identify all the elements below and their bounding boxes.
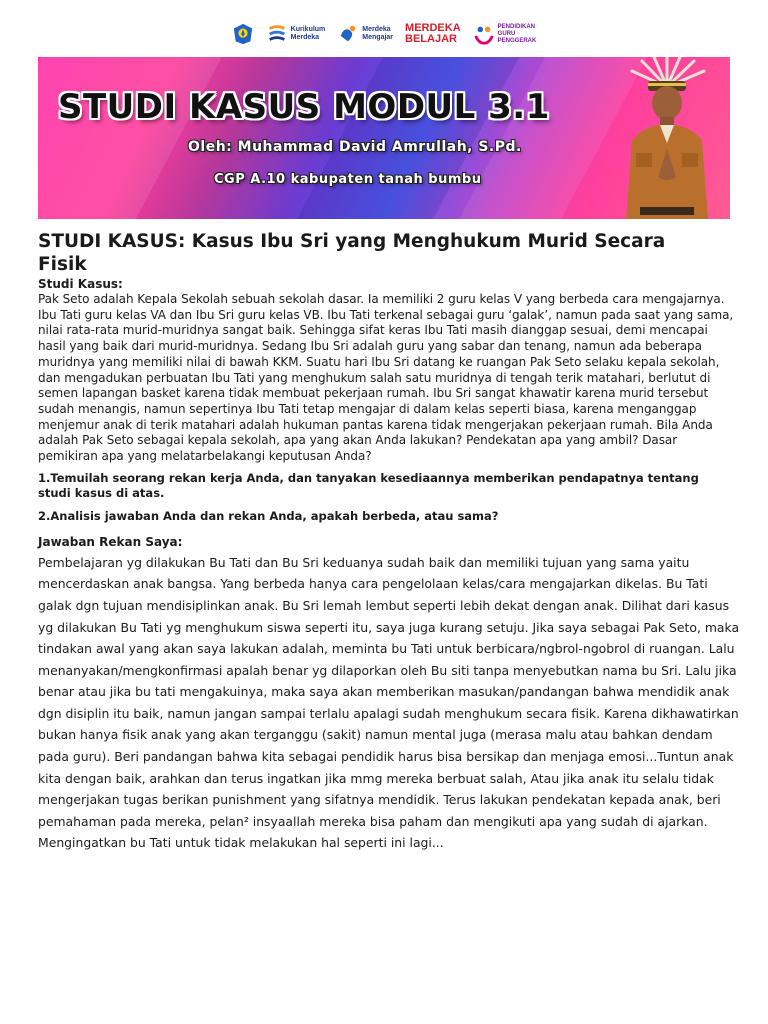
merdeka-belajar-logo bbox=[405, 23, 461, 45]
document-title: STUDI KASUS: Kasus Ibu Sri yang Menghukum Murid Secara Fisik bbox=[38, 231, 666, 275]
answer-paragraph: Pembelajaran yg dilakukan Bu Tati dan Bu Sri keduanya sudah baik dan memiliki tujuan yang sama yaitu mencerdaskan anak bangsa. Yang berbeda hanya cara pengelolaan kelas/cara mengajarkan dikelas. Bu Tati galak dgn tujuan mendisiplinkan anak. Bu Sri lemah lembut seperti lebih dekat dengan anak. Dilihat dari kasus yg dilakukan Bu Tati yg menghukum siswa seperti itu, saya juga kurang setuju. Jika saya sebagai Pak Seto, maka tindakan awal yang akan saya lakukan adalah, meminta bu Tati untuk berbicara/ngbrol-ngobrol di ruangan. Lalu menanyakan/mengkonfirmasi apalah benar yg dilaporkan oleh Bu siti tanpa menyebutkan nama bu Sri. Lalu jika benar atau jika bu tati mengakuinya, maka saya akan memberikan masukan/pandangan bahwa mendidik anak dgn disiplin itu baik, namun jangan sampai terlalu apalagi sudah menghukum secara fisik. Karena dikhawatirkan bukan hanya fisik anak yang akan terganggu (sakit) namun mental juga (merasa malu atau bahkan dendam pada guru). Beri pandangan bahwa kita sebagai pendidik harus bisa bersikap dan menjaga emosi...Tuntun anak kita dengan baik, arahkan dan terus ingatkan jika mmg mereka berbuat salah, Atau jika anak itu selalu tidak mengerjakan tugas berikan punishment yang sifatnya mendidik. Terus lakukan pendekatan kepada anak, beri pemahaman pada mereka, pelan² insyaallah mereka bisa paham dan mengikuti apa yang sudah di ajarkan. Mengingatkan bu Tati untuk tidak melakukan hal seperti ini lagi... bbox=[38, 554, 740, 851]
guru-penggerak-label: PENDIDIKAN GURU PENGGERAK bbox=[497, 23, 537, 44]
author-photo bbox=[612, 57, 722, 219]
guru-penggerak-icon bbox=[473, 22, 495, 46]
tut-wuri-handayani-logo bbox=[232, 22, 254, 46]
merdeka-mengajar-icon bbox=[337, 22, 359, 46]
merdeka-belajar-label: MERDEKA BELAJAR bbox=[405, 22, 461, 45]
banner-cgp-label: CGP A.10 kabupaten tanah bumbu bbox=[214, 172, 482, 187]
kurikulum-merdeka-label: Kurikulum Merdeka bbox=[290, 26, 326, 41]
banner-author: Oleh: Muhammad David Amrullah, S.Pd. bbox=[188, 139, 522, 155]
question-1: 1.Temuilah seorang rekan kerja Anda, dan tanyakan kesediaannya memberikan pendapatnya tentang studi kasus di atas. bbox=[38, 470, 699, 500]
case-paragraph: Pak Seto adalah Kepala Sekolah sebuah sekolah dasar. Ia memiliki 2 guru kelas V yang berbeda cara mengajarnya. Ibu Tati guru kelas VA dan Ibu Sri guru kelas VB. Ibu Tati terkenal sebagai guru ‘galak’, namun pada saat yang sama, nilai rata-rata murid-muridnya sangat baik. Sehingga sifat keras Ibu Tati masih dianggap sesuai, demi mencapai hasil yang baik dari murid-muridnya. Sedang Ibu Sri adalah guru yang sabar dan tenang, namun ada beberapa muridnya yang memiliki nilai di bawah KKM. Suatu hari Ibu Sri datang ke ruangan Pak Seto selaku kepala sekolah, dan mengadukan perbuatan Ibu Tati yang menghukum salah satu muridnya di tengah terik matahari, berlutut di semen lapangan basket karena tidak membuat pekerjaan rumah. Ibu Sri sangat khawatir karena murid tersebut sudah menangis, namun sepertinya Ibu Tati tetap mengajar di dalam kelas seperti biasa, karena menganggap menjemur anak di terik matahari adalah hukuman pantas karena tidak mengerjakan pekerjaan rumah. Bila Anda adalah Pak Seto sebagai kepala sekolah, apa yang akan Anda lakukan? Pendekatan apa yang ambil? Dasar pemikiran apa yang melatarbelakangi keputusan Anda? bbox=[38, 292, 734, 464]
banner-title: STUDI KASUS MODUL 3.1 bbox=[58, 87, 550, 127]
question-2: 2.Analisis jawaban Anda dan rekan Anda, apakah berbeda, atau sama? bbox=[38, 508, 499, 523]
logo-strip bbox=[0, 18, 768, 50]
article-body bbox=[38, 230, 738, 854]
pendidikan-guru-penggerak-logo bbox=[473, 22, 537, 46]
kurikulum-merdeka-logo bbox=[266, 22, 326, 46]
kurikulum-merdeka-icon bbox=[266, 22, 288, 46]
banner-decoration bbox=[38, 57, 224, 219]
answer-heading: Jawaban Rekan Saya: bbox=[38, 534, 183, 549]
tut-wuri-handayani-icon bbox=[232, 22, 254, 46]
merdeka-mengajar-logo bbox=[337, 22, 393, 46]
case-label: Studi Kasus: bbox=[38, 277, 123, 291]
merdeka-mengajar-label: Merdeka Mengajar bbox=[362, 26, 394, 41]
header-banner bbox=[38, 57, 730, 219]
